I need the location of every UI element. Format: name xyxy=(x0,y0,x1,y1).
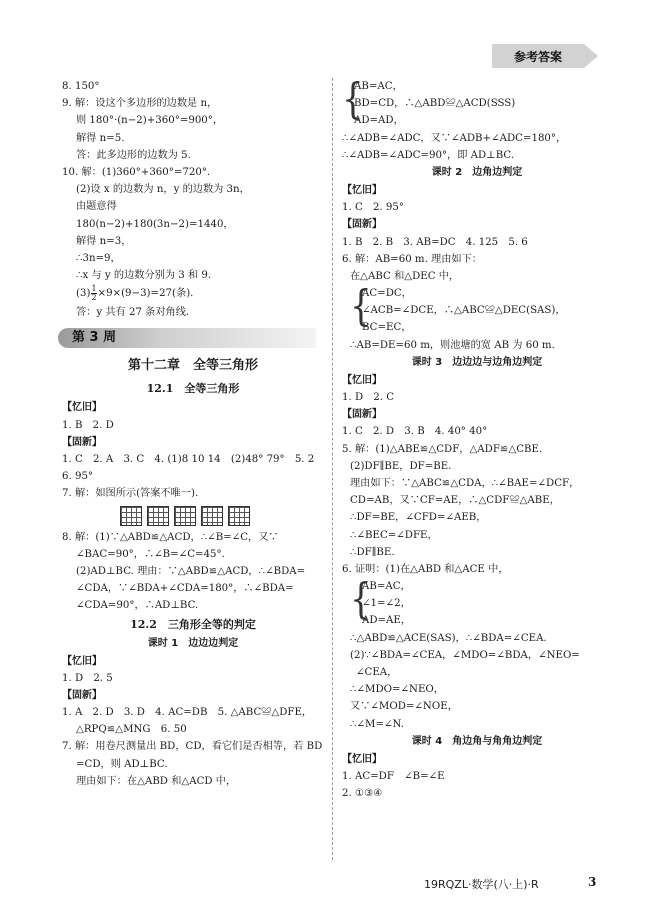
header-tab-arrow xyxy=(584,44,598,68)
fraction-denominator: 2 xyxy=(91,292,97,302)
answer-line: ∠BAC=90°，∴∠B=∠C=45°. xyxy=(76,548,225,560)
answer-line: 10. 解：(1)360°+360°=720°. xyxy=(62,166,211,178)
answer-line: ∠CDA，∵∠BDA+∠CDA=180°，∴∠BDA= xyxy=(76,583,294,595)
grid-figure xyxy=(120,506,142,526)
grid-figures xyxy=(62,503,324,529)
right-column xyxy=(342,74,612,802)
answer-line-fraction xyxy=(62,284,324,304)
section-title: 12.2 三角形全等的判定 xyxy=(130,617,256,631)
answer-line: ∠CDA=90°，∴AD⊥BC. xyxy=(76,600,199,612)
answer-line: ∴DF=BE，∠CFD=∠AEB， xyxy=(350,512,487,524)
section-label: 【固新】 xyxy=(62,689,102,701)
answer-line: AD=AE， xyxy=(362,615,412,627)
answer-line: 解得 n=5. xyxy=(76,132,125,144)
brace-group xyxy=(342,74,612,130)
answer-line: 又∵∠MOD=∠NOE， xyxy=(350,701,458,713)
answer-line: 6. 95° xyxy=(62,471,94,483)
section-label: 【固新】 xyxy=(342,409,382,421)
brace-lines xyxy=(362,285,566,337)
answer-line: 1. D 2. 5 xyxy=(62,672,113,684)
answer-line: AB=AC， xyxy=(354,81,403,92)
answer-line: 理由如下：∵△ABC≌△CDA，∴∠BAE=∠DCF， xyxy=(350,477,580,489)
chapter-title: 第十二章 全等三角形 xyxy=(127,358,258,374)
answer-line: 6. 解：AB=60 m. 理由如下： xyxy=(342,253,482,265)
answer-line: ∴∠MDO=∠NEO， xyxy=(350,684,444,696)
section-title: 12.1 全等三角形 xyxy=(146,382,240,396)
answer-line: ∴△ABD≌△ACE(SAS)，∴∠BDA=∠CEA. xyxy=(350,632,547,644)
answer-line: 8. 150° xyxy=(62,81,100,92)
left-brace: { xyxy=(350,574,372,625)
answer-line: (2)∵∠BDA=∠CEA，∠MDO=∠BDA，∠NEO= xyxy=(350,649,580,661)
answer-line: 7. 解：如图所示(答案不唯一). xyxy=(62,488,199,500)
grid-figure xyxy=(174,506,196,526)
answer-line: ∴∠ADB=∠ADC=90°，即 AD⊥BC. xyxy=(342,149,515,161)
answer-line: ∴3n=9， xyxy=(76,252,121,264)
answer-line: 180(n−2)+180(3n−2)=1440， xyxy=(76,218,234,230)
answer-line: ∠CEA， xyxy=(356,667,398,678)
answer-line: 1. C 2. D 3. B 4. 40° 40° xyxy=(342,426,488,438)
week-banner xyxy=(58,325,324,351)
answer-line: 答：y 共有 27 条对角线. xyxy=(76,307,190,319)
answer-line: AB=AC， xyxy=(362,581,411,593)
fraction-prefix: (3) xyxy=(76,288,91,300)
answer-line: (2)设 x 的边数为 n，y 的边数为 3n， xyxy=(76,184,250,196)
footer-book-code: 19RQZL·数学(八·上)·R xyxy=(424,878,539,891)
page-number: 3 xyxy=(588,875,597,889)
answer-line: 在△ABC 和△DEC 中， xyxy=(350,270,460,282)
lesson-title: 课时 1 边边边判定 xyxy=(147,637,239,649)
answer-line: CD=AB，又∵CF=AE，∴△CDF≌△ABE， xyxy=(350,495,560,507)
week-label: 第 3 周 xyxy=(72,330,117,346)
grid-figure xyxy=(228,506,250,526)
answer-line: 1. C 2. A 3. C 4. (1)8 10 14 (2)48° 79° 5. 2 xyxy=(62,454,315,465)
section-label: 【忆旧】 xyxy=(62,402,102,414)
section-label: 【忆旧】 xyxy=(342,374,382,386)
answer-line: 1. A 2. D 3. D 4. AC=DB 5. △ABC≌△DFE， xyxy=(62,707,313,719)
answer-line: 则 180°·(n−2)+360°=900°， xyxy=(76,115,224,127)
grid-figure xyxy=(147,506,169,526)
answer-line: ∴∠ADB=∠ADC，又∵∠ADB+∠ADC=180°， xyxy=(342,132,567,144)
section-label: 【忆旧】 xyxy=(342,753,382,765)
answer-line: 1. C 2. 95° xyxy=(342,202,404,214)
answer-line: ∴∠BEC=∠DFE， xyxy=(350,529,438,541)
lesson-title: 课时 2 边角边判定 xyxy=(431,166,523,178)
answer-line: 7. 解：用卷尺测量出 BD，CD，看它们是否相等，若 BD xyxy=(62,741,323,753)
brace-group xyxy=(342,574,612,630)
answer-line: ∴∠M=∠N. xyxy=(350,718,405,730)
brace-lines xyxy=(354,78,515,130)
answer-line: (2)DF∥BE，DF=BE. xyxy=(350,460,452,472)
answer-line: 1. B 2. B 3. AB=DC 4. 125 5. 6 xyxy=(342,236,528,248)
answer-line: 由题意得 xyxy=(76,201,117,213)
answer-line: 9. 解：设这个多边形的边数是 n， xyxy=(62,98,218,110)
answer-line: 答：此多边形的边数为 5. xyxy=(76,149,191,161)
header-tab: 参考答案 xyxy=(492,44,584,68)
answer-line: 6. 证明：(1)在△ABD 和△ACE 中， xyxy=(342,563,509,575)
section-label: 【忆旧】 xyxy=(62,655,102,667)
column-divider xyxy=(332,78,333,860)
left-column xyxy=(62,78,324,790)
section-label: 【忆旧】 xyxy=(342,184,382,196)
answer-line: AD=AD， xyxy=(354,115,404,127)
answer-line: AC=DC， xyxy=(362,288,412,300)
grid-figure xyxy=(201,506,223,526)
answer-line: ∠1=∠2， xyxy=(362,598,411,610)
answer-line: BD=CD，∴△ABD≌△ACD(SSS) xyxy=(354,98,516,110)
answer-line: ∴DF∥BE. xyxy=(350,546,395,558)
section-label: 【固新】 xyxy=(342,219,382,231)
answer-line: 解得 n=3， xyxy=(76,235,132,247)
answer-line: 8. 解：(1)∵△ABD≌△ACD，∴∠B=∠C，又∵ xyxy=(62,531,279,543)
answer-line: BC=EC， xyxy=(362,322,412,334)
brace-group xyxy=(342,281,612,337)
answer-line: 1. B 2. D xyxy=(62,419,114,431)
answer-line: ∴x 与 y 的边数分别为 3 和 9. xyxy=(76,270,212,282)
answer-line: =CD，则 AD⊥BC. xyxy=(76,758,168,770)
section-label: 【固新】 xyxy=(62,436,102,448)
answer-line: ∠ACB=∠DCE，∴△ABC≌△DEC(SAS)， xyxy=(362,305,566,317)
answer-line: △RPQ≌△MNG 6. 50 xyxy=(76,724,187,736)
answer-line: 理由如下：在△ABD 和△ACD 中， xyxy=(76,775,237,787)
answer-line: (2)AD⊥BC. 理由：∵△ABD≌△ACD，∴∠BDA= xyxy=(76,565,306,577)
answer-line: 5. 解：(1)△ABE≌△CDF，△ADF≌△CBE. xyxy=(342,443,543,455)
answer-line: 2. ①③④ xyxy=(342,788,383,800)
left-brace: { xyxy=(342,74,364,125)
answer-line: 1. AC=DF ∠B=∠E xyxy=(342,770,445,782)
fraction xyxy=(91,285,96,302)
left-brace: { xyxy=(350,281,372,332)
fraction-suffix: ×9×(9−3)=27(条). xyxy=(97,288,194,300)
lesson-title: 课时 3 边边边与边角边判定 xyxy=(411,356,543,368)
answer-line: ∴AB=DE=60 m，则池塘的宽 AB 为 60 m. xyxy=(350,339,555,351)
lesson-title: 课时 4 角边角与角角边判定 xyxy=(411,735,543,747)
answer-line: 1. D 2. C xyxy=(342,392,395,403)
fraction-numerator: 1 xyxy=(91,283,97,293)
